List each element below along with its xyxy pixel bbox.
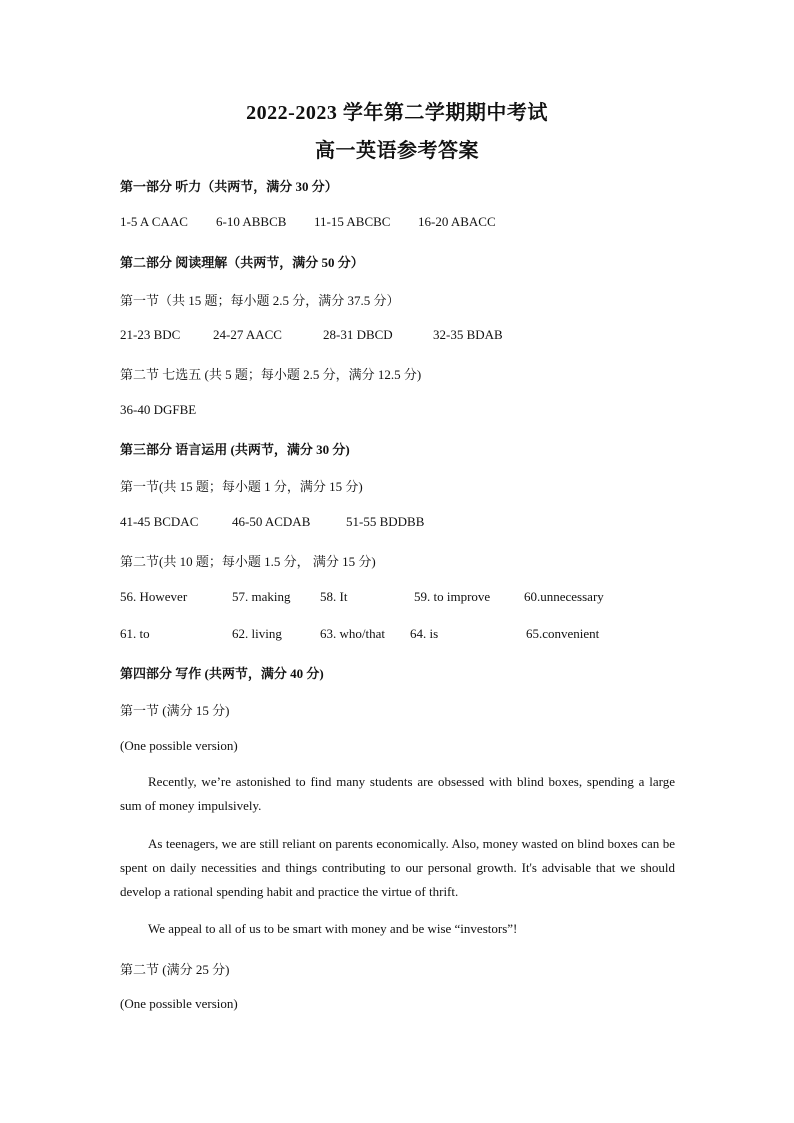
- part1-answer: 16-20 ABACC: [418, 214, 496, 229]
- blank-answer: 63. who/that: [320, 626, 385, 641]
- part3-answer: 41-45 BCDAC: [120, 514, 199, 529]
- blank-answer: 65.convenient: [526, 626, 600, 641]
- part1-answer: 1-5 A CAAC: [120, 214, 188, 229]
- part2-answer: 24-27 AACC: [213, 327, 282, 342]
- part1-heading: 第一部分 听力（共两节，满分 30 分）: [120, 179, 338, 194]
- part2-heading: 第二部分 阅读理解（共两节，满分 50 分）: [120, 255, 364, 270]
- exam-subtitle: 高一英语参考答案: [315, 140, 479, 162]
- part2-section1-heading: 第一节（共 15 题；每小题 2.5 分，满分 37.5 分）: [120, 293, 400, 308]
- blank-answer: 59. to improve: [414, 589, 491, 604]
- part1-answer: 11-15 ABCBC: [314, 214, 391, 229]
- blank-answer: 60.unnecessary: [524, 589, 604, 604]
- part3-section1-heading: 第一节(共 15 题；每小题 1 分，满分 15 分): [120, 479, 363, 494]
- part4-section1-heading: 第一节 (满分 15 分): [120, 703, 230, 718]
- blank-answer: 64. is: [410, 626, 439, 641]
- possible-version-note: (One possible version): [120, 738, 238, 753]
- part3-section2-heading: 第二节(共 10 题；每小题 1.5 分， 满分 15 分): [120, 554, 376, 569]
- part2-section2-heading: 第二节 七选五 (共 5 题；每小题 2.5 分，满分 12.5 分): [120, 367, 422, 382]
- exam-title: 2022-2023 学年第二学期期中考试: [246, 102, 548, 124]
- blank-answer: 56. However: [120, 589, 188, 604]
- part3-heading: 第三部分 语言运用 (共两节，满分 30 分): [120, 442, 350, 457]
- part2-answer: 21-23 BDC: [120, 327, 181, 342]
- part2-answer: 36-40 DGFBE: [120, 402, 197, 417]
- part3-answer: 46-50 ACDAB: [232, 514, 311, 529]
- essay-paragraph: We appeal to all of us to be smart with money and be wise “investors”!: [148, 921, 518, 936]
- blank-answer: 62. living: [232, 626, 282, 641]
- essay-paragraph: As teenagers, we are still reliant on parents economically. Also, money wasted on blind boxes can be spent on daily necessities and things contributing to our personal growth. It's advisable that we should develop a rational spending habit and practice the virtue of thrift.: [120, 836, 675, 899]
- blank-answer: 58. It: [320, 589, 348, 604]
- part4-section2-heading: 第二节 (满分 25 分): [120, 962, 230, 977]
- part3-answer: 51-55 BDDBB: [346, 514, 425, 529]
- part2-answer: 32-35 BDAB: [433, 327, 503, 342]
- part4-heading: 第四部分 写作 (共两节，满分 40 分): [120, 666, 324, 681]
- blank-answer: 57. making: [232, 589, 291, 604]
- part2-answer: 28-31 DBCD: [323, 327, 393, 342]
- essay-paragraph: Recently, we’re astonished to find many students are obsessed with blind boxes, spending a large sum of money impulsively.: [120, 774, 675, 813]
- blank-answer: 61. to: [120, 626, 150, 641]
- part1-answer: 6-10 ABBCB: [216, 214, 287, 229]
- possible-version-note: (One possible version): [120, 996, 238, 1011]
